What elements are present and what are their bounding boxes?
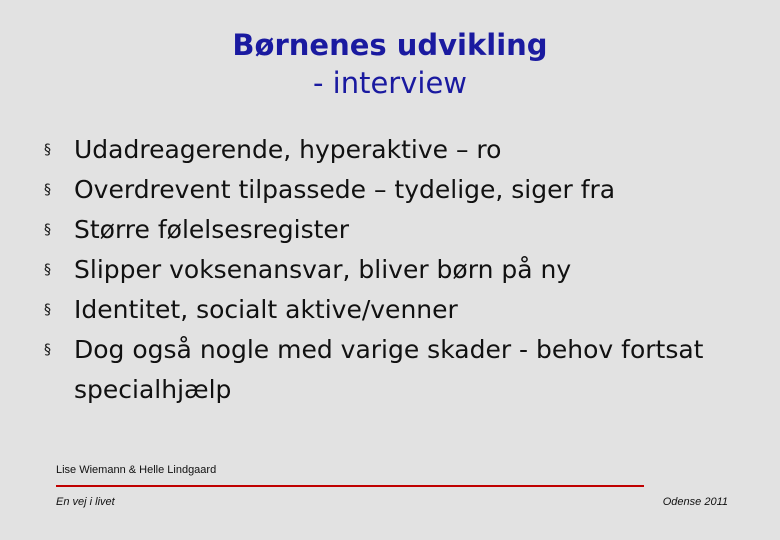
author-credit: Lise Wiemann & Helle Lindgaard — [56, 464, 217, 476]
bullet-text: Identitet, socialt aktive/venner — [74, 295, 458, 324]
slide-title — [0, 26, 780, 102]
bullet-icon: § — [44, 302, 51, 318]
footer-left-text: En vej i livet — [56, 496, 115, 508]
bullet-text: Slipper voksenansvar, bliver børn på ny — [74, 255, 572, 284]
footer-right-text: Odense 2011 — [662, 496, 728, 508]
title-line-2: - interview — [312, 66, 468, 100]
bullet-text: Udadreagerende, hyperaktive – ro — [74, 135, 502, 164]
bullet-item — [44, 130, 744, 170]
bullet-item — [44, 250, 744, 290]
bullet-icon: § — [44, 182, 51, 198]
bullet-item — [44, 330, 744, 410]
bullet-list — [44, 130, 744, 410]
bullet-text: Overdrevent tilpassede – tydelige, siger fra — [74, 175, 616, 204]
title-line-1: Børnenes udvikling — [232, 28, 548, 62]
bullet-icon: § — [44, 222, 51, 238]
footer-divider — [56, 485, 644, 487]
bullet-text: Dog også nogle med varige skader - behov fortsat specialhjælp — [74, 335, 704, 404]
bullet-icon: § — [44, 142, 51, 158]
bullet-item — [44, 290, 744, 330]
bullet-icon: § — [44, 262, 51, 278]
bullet-item — [44, 170, 744, 210]
bullet-icon: § — [44, 342, 51, 358]
bullet-text: Større følelsesregister — [74, 215, 350, 244]
bullet-item — [44, 210, 744, 250]
